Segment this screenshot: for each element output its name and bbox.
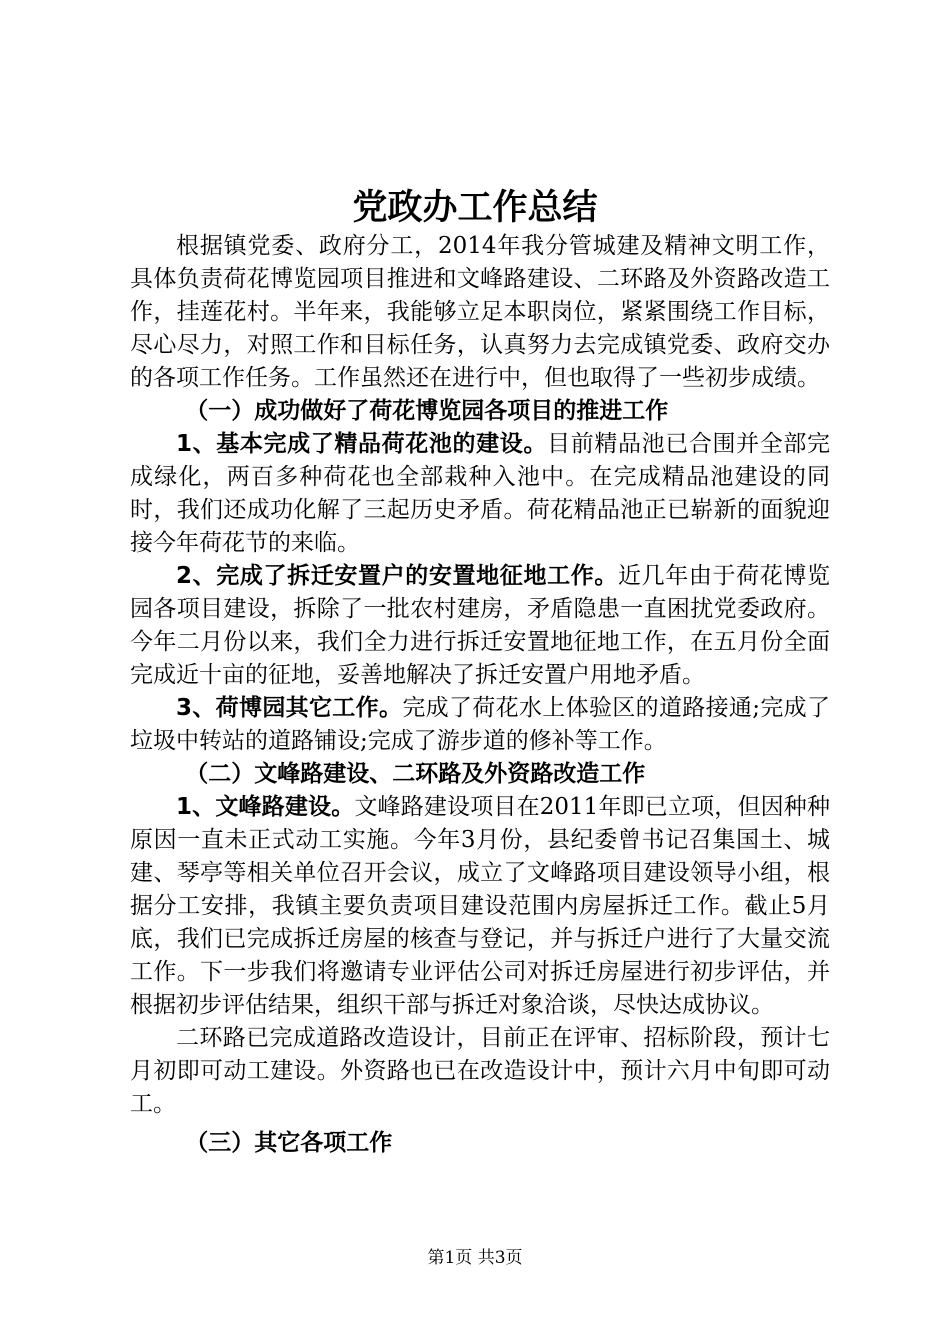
section2-item1-heading: 1、文峰路建设。 bbox=[176, 794, 355, 820]
section1-item2-heading: 2、完成了拆迁安置户的安置地征地工作。 bbox=[176, 563, 618, 589]
section1-item3-text: 完成了荷花水上体验区的道路接通;完成了垃圾中转站的道路铺设;完成了游步道的修补等工作。 bbox=[130, 695, 830, 754]
section1-item2 bbox=[130, 560, 830, 692]
section1-item1-text: 目前精品池已合围并全部完成绿化，两百多种荷花也全部栽种入池中。在完成精品池建设的同时，我们还成功化解了三起历史矛盾。荷花精品池正已崭新的面貌迎接今年荷花节的来临。 bbox=[130, 431, 830, 556]
section2-paragraph2: 二环路已完成道路改造设计，目前正在评审、招标阶段，预计七月初即可动工建设。外资路也已在改造设计中，预计六月中旬即可动工。 bbox=[130, 1025, 830, 1117]
page-footer: 第1页 共3页 bbox=[427, 1248, 523, 1268]
section2-item1-text: 文峰路建设项目在2011年即已立项，但因种种原因一直未正式动工实施。今年3月份，县纪委曾书记召集国土、城建、琴亭等相关单位召开会议，成立了文峰路项目建设领导小组，根据分工安排，我镇主要负责项目建设范围内房屋拆迁工作。截止5月底，我们已完成拆迁房屋的核查与登记，并与拆迁户进行了大量交流工作。下一步我们将邀请专业评估公司对拆迁房屋进行初步评估，并根据初步评估结果，组织干部与拆迁对象洽谈，尽快达成协议。 bbox=[130, 794, 830, 1018]
intro-paragraph: 根据镇党委、政府分工，2014年我分管城建及精神文明工作，具体负责荷花博览园项目推进和文峰路建设、二环路及外资路改造工作，挂莲花村。半年来，我能够立足本职岗位，紧紧围绕工作目标，尽心尽力，对照工作和目标任务，认真努力去完成镇党委、政府交办的各项工作任务。工作虽然还在进行中，但也取得了一些初步成绩。 bbox=[130, 233, 830, 391]
document-body bbox=[130, 230, 830, 1160]
section1-item1 bbox=[130, 428, 830, 560]
section1-item3-heading: 3、荷博园其它工作。 bbox=[176, 695, 403, 721]
section2-item1 bbox=[130, 791, 830, 1022]
section-heading-1: （一）成功做好了荷花博览园各项目的推进工作 bbox=[185, 398, 669, 424]
document-title: 党政办工作总结 bbox=[352, 188, 598, 228]
section1-item2-text: 近几年由于荷花博览园各项目建设，拆除了一批农村建房，矛盾隐患一直困扰党委政府。今年二月份以来，我们全力进行拆迁安置地征地工作，在五月份全面完成近十亩的征地，妥善地解决了拆迁安置户用地矛盾。 bbox=[130, 563, 831, 688]
section-heading-3: （三）其它各项工作 bbox=[185, 1130, 393, 1156]
section-heading-2: （二）文峰路建设、二环路及外资路改造工作 bbox=[185, 761, 646, 787]
section1-item1-heading: 1、基本完成了精品荷花池的建设。 bbox=[176, 431, 548, 457]
section1-item3 bbox=[130, 692, 830, 758]
